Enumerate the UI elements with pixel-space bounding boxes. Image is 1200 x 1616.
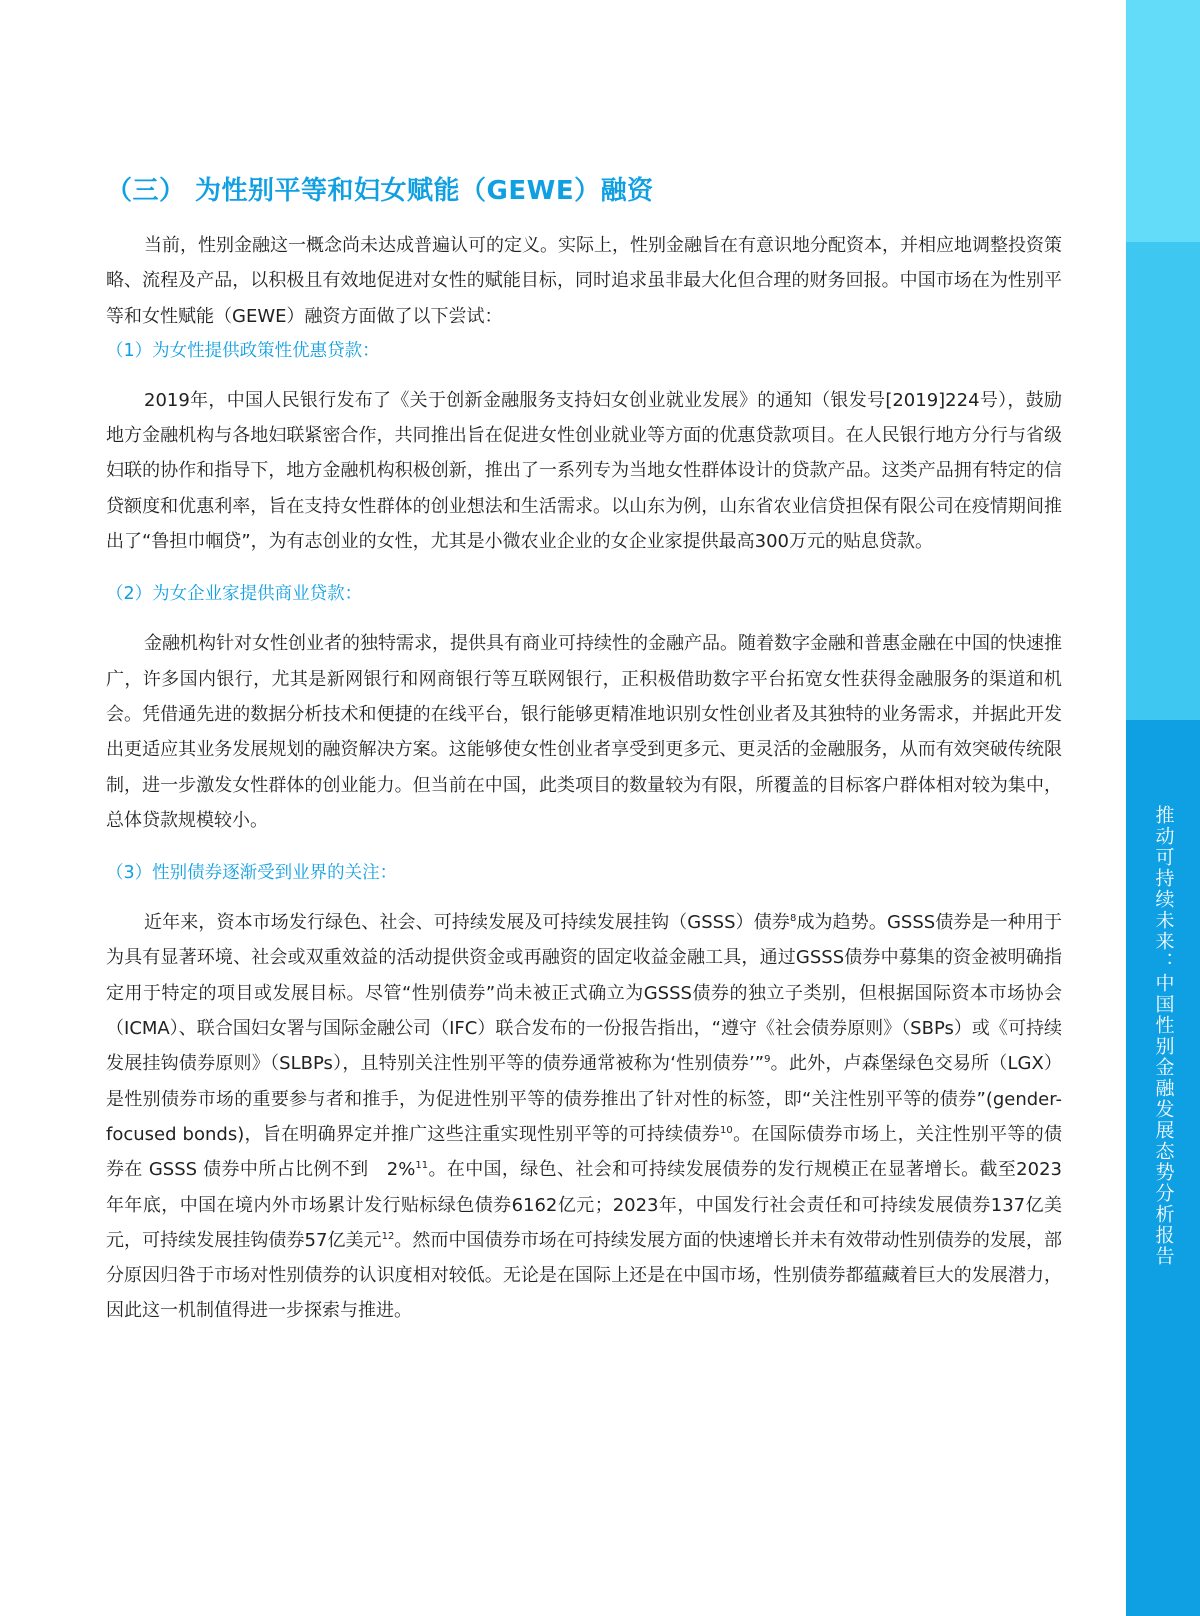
intro-paragraph: 当前，性别金融这一概念尚未达成普遍认可的定义。实际上，性别金融旨在有意识地分配资本，并相应地调整投资策略、流程及产品，以积极且有效地促进对女性的赋能目标，同时追求虽非最大化但合理的财务回报。中国市场在为性别平等和女性赋能（GEWE）融资方面做了以下尝试：: [106, 235, 1062, 327]
sidebar-band-middle: [1126, 242, 1200, 720]
subsection-heading-3: （3）性别债券逐渐受到业界的关注：: [106, 863, 398, 884]
footnote-ref-11: 11: [415, 1160, 429, 1172]
sidebar-title-text: 推动可持续未来：中国性别金融发展态势分析报告: [1152, 805, 1175, 1267]
subsection-3-paragraph: [106, 905, 1062, 1329]
sub3-text-3: 。此外，卢森堡绿色交易所（LGX）是性别债券市场的重要参与者和推手，为促进性别平等的债券推出了针对性的标签，即“关注性别平等的债券”(gender-focused bonds)，旨在明确界定并推广这些注重实现性别平等的可持续债券: [106, 1053, 1063, 1145]
footnote-ref-9: 9: [764, 1054, 771, 1066]
subsection-1-paragraph: 2019年，中国人民银行发布了《关于创新金融服务支持妇女创业就业发展》的通知（银发号[2019]224号），鼓励地方金融机构与各地妇联紧密合作，共同推出旨在促进女性创业就业等方面的优惠贷款项目。在人民银行地方分行与省级妇联的协作和指导下，地方金融机构积极创新，推出了一系列专为当地女性群体设计的贷款产品。这类产品拥有特定的信贷额度和优惠利率，旨在支持女性群体的创业想法和生活需求。以山东为例，山东省农业信贷担保有限公司在疫情期间推出了“鲁担巾帼贷”，为有志创业的女性，尤其是小微农业企业的女企业家提供最高300万元的贴息贷款。: [106, 389, 1062, 553]
footnote-ref-8: 8: [789, 913, 797, 925]
page-content: [106, 170, 1062, 1329]
subsection-2-paragraph: 金融机构针对女性创业者的独特需求，提供具有商业可持续性的金融产品。随着数字金融和普惠金融在中国的快速推广，许多国内银行，尤其是新网银行和网商银行等互联网银行，正积极借助数字平台拓宽女性获得金融服务的渠道和机会。凭借通先进的数据分析技术和便捷的在线平台，银行能够更精准地识别女性创业者及其独特的业务需求，并据此开发出更适应其业务发展规划的融资解决方案。这能够使女性创业者享受到更多元、更灵活的金融服务，从而有效突破传统限制，进一步激发女性群体的创业能力。但当前在中国，此类项目的数量较为有限，所覆盖的目标客户群体相对较为集中，总体贷款规模较小。: [106, 633, 1062, 831]
sub3-text-5: 。在中国，绿色、社会和可持续发展债券的发行规模正在显著增长。截至2023年年底，中国在境内外市场累计发行贴标绿色债券6162亿元；2023年，中国发行社会责任和可持续发展债券137亿美元，可持续发展挂钩债券57亿美元: [106, 1159, 1063, 1251]
sub3-text-4: 。在国际债券市场上，关注性别平等的债券在 GSSS 债券中所占比例不到 2%: [106, 1123, 1062, 1181]
subsection-heading-2: （2）为女企业家提供商业贷款：: [106, 584, 363, 605]
footnote-ref-10: 10: [720, 1124, 733, 1136]
subsection-heading-1: （1）为女性提供政策性优惠贷款：: [106, 340, 380, 361]
sidebar-report-title: [1126, 805, 1200, 1267]
sub3-text-1: 近年来，资本市场发行绿色、社会、可持续发展及可持续发展挂钩（GSSS）债券: [144, 912, 790, 934]
footnote-ref-12: 12: [381, 1230, 395, 1242]
sub3-text-2: 成为趋势。GSSS债券是一种用于为具有显著环境、社会或双重效益的活动提供资金或再融资的固定收益金融工具，通过GSSS债券中募集的资金被明确指定用于特定的项目或发展目标。尽管“性别债券”尚未被正式确立为GSSS债券的独立子类别，但根据国际资本市场协会（ICMA）、联合国妇女署与国际金融公司（IFC）联合发布的一份报告指出，“遵守《社会债券原则》（SBPs）或《可持续发展挂钩债券原则》（SLBPs），且特别关注性别平等的债券通常被称为‘性别债券’”: [106, 912, 1062, 1075]
section-heading: （三） 为性别平等和妇女赋能（GEWE）融资: [106, 176, 654, 206]
sidebar-band-top: [1126, 0, 1200, 242]
sub3-text-6: 。然而中国债券市场在可持续发展方面的快速增长并未有效带动性别债券的发展，部分原因归咎于市场对性别债券的认识度相对较低。无论是在国际上还是在中国市场，性别债券都蕴藏着巨大的发展潜力，因此这一机制值得进一步探索与推进。: [106, 1229, 1063, 1322]
